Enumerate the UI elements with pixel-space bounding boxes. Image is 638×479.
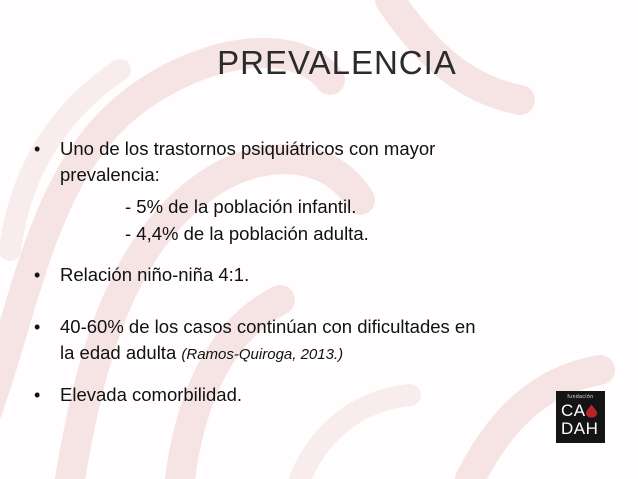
bullet-text: Elevada comorbilidad.: [60, 384, 243, 405]
bullet-text: 40-60% de los casos continúan con dificultades en: [60, 316, 476, 337]
bullet-icon: •: [34, 385, 41, 405]
bullet-text-continuation-main: la edad adulta: [60, 342, 177, 363]
fundacion-cadah-logo: [556, 391, 605, 443]
logo-small-text: fundación: [567, 394, 594, 400]
logo-line-2: DAH: [561, 419, 599, 438]
subitem-children: - 5% de la población infantil.: [125, 196, 357, 217]
logo-drop-icon: [585, 404, 598, 418]
bullet-text: Uno de los trastornos psiquiátricos con mayor: [60, 138, 436, 159]
bullet-icon: •: [34, 317, 41, 337]
bullet-text-continuation: [60, 341, 343, 367]
citation: (Ramos-Quiroga, 2013.): [181, 346, 344, 363]
bullet-icon: •: [34, 265, 41, 285]
logo-line-1: CA: [561, 401, 586, 420]
subitem-adults: - 4,4% de la población adulta.: [125, 223, 369, 244]
bullet-text-continuation: prevalencia:: [60, 164, 160, 185]
bullet-icon: •: [34, 139, 41, 159]
bullet-text: Relación niño-niña 4:1.: [60, 264, 250, 285]
slide-title: PREVALENCIA: [217, 44, 457, 81]
